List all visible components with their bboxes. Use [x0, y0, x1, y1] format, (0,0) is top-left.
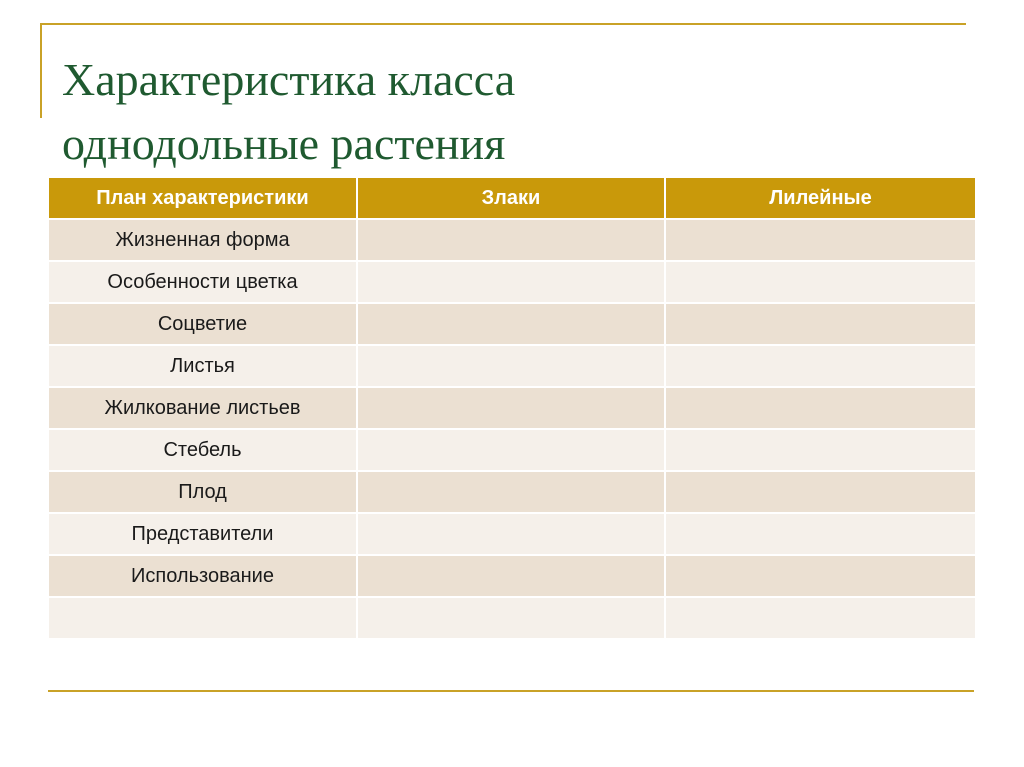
row-label	[49, 597, 357, 638]
cell-lileynye	[665, 261, 975, 303]
cell-lileynye	[665, 555, 975, 597]
cell-zlaki	[357, 219, 665, 261]
cell-zlaki	[357, 471, 665, 513]
cell-lileynye	[665, 219, 975, 261]
cell-zlaki	[357, 597, 665, 638]
table-row	[49, 387, 975, 429]
cell-zlaki	[357, 345, 665, 387]
table-row	[49, 555, 975, 597]
slide-title	[62, 48, 962, 176]
slide-title-line-1: Характеристика класса	[62, 54, 516, 105]
cell-zlaki	[357, 555, 665, 597]
top-rule	[40, 23, 966, 25]
cell-zlaki	[357, 303, 665, 345]
cell-lileynye	[665, 513, 975, 555]
table-row	[49, 597, 975, 638]
cell-lileynye	[665, 345, 975, 387]
cell-zlaki	[357, 261, 665, 303]
left-rule	[40, 23, 42, 118]
row-label: Использование	[49, 555, 357, 597]
table-header-row	[49, 178, 975, 219]
bottom-rule	[48, 690, 974, 692]
table-row	[49, 429, 975, 471]
row-label: Листья	[49, 345, 357, 387]
table-row	[49, 261, 975, 303]
row-label: Жизненная форма	[49, 219, 357, 261]
row-label: Особенности цветка	[49, 261, 357, 303]
row-label: Представители	[49, 513, 357, 555]
table-row	[49, 513, 975, 555]
cell-lileynye	[665, 429, 975, 471]
cell-zlaki	[357, 429, 665, 471]
header-lileynye: Лилейные	[665, 178, 975, 219]
cell-lileynye	[665, 387, 975, 429]
table-row	[49, 219, 975, 261]
row-label: Плод	[49, 471, 357, 513]
cell-lileynye	[665, 471, 975, 513]
characteristics-table	[49, 178, 975, 638]
row-label: Соцветие	[49, 303, 357, 345]
table-row	[49, 345, 975, 387]
cell-lileynye	[665, 597, 975, 638]
header-plan: План характеристики	[49, 178, 357, 219]
cell-zlaki	[357, 513, 665, 555]
slide-title-line-2: однодольные растения	[62, 118, 506, 169]
cell-lileynye	[665, 303, 975, 345]
row-label: Жилкование листьев	[49, 387, 357, 429]
header-zlaki: Злаки	[357, 178, 665, 219]
row-label: Стебель	[49, 429, 357, 471]
table-row	[49, 303, 975, 345]
table-row	[49, 471, 975, 513]
cell-zlaki	[357, 387, 665, 429]
